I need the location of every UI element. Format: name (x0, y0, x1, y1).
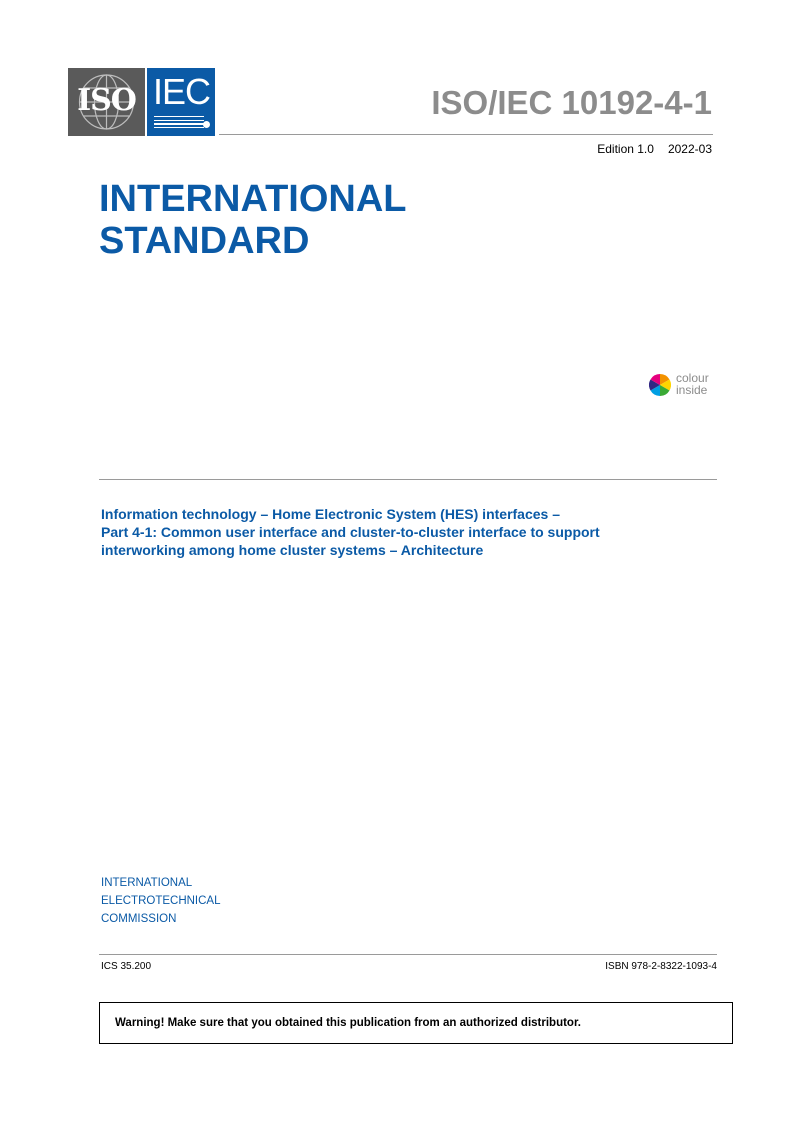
warning-box (99, 1002, 733, 1044)
document-title-line-1: Information technology – Home Electronic System (HES) interfaces – (101, 506, 560, 522)
iso-logo-text: ISO (77, 83, 136, 118)
iec-logo (147, 68, 215, 136)
publisher-name (101, 874, 221, 928)
document-number: ISO/IEC 10192-4-1 (431, 84, 712, 121)
iec-logo-dot (203, 121, 210, 128)
warning-text: Warning! Make sure that you obtained this publication from an authorized distributor. (115, 1017, 581, 1029)
title-divider (99, 479, 717, 480)
colour-inside-text (676, 372, 709, 396)
iec-logo-text: IEC (153, 71, 211, 112)
colour-wheel-icon (649, 374, 671, 396)
publisher-line-1: INTERNATIONAL (101, 877, 193, 889)
document-type (99, 178, 407, 262)
colour-inside-line-2: inside (676, 383, 708, 397)
document-title (101, 505, 721, 559)
edition-line (597, 142, 712, 156)
isbn-number: ISBN 978-2-8322-1093-4 (605, 961, 717, 972)
colour-inside-line-1: colour (676, 371, 709, 385)
iec-logo-lines (154, 116, 204, 130)
edition-date: 2022-03 (667, 142, 712, 156)
footer-divider (99, 954, 717, 955)
document-title-line-3: interworking among home cluster systems – Architecture (101, 542, 484, 558)
ics-code: ICS 35.200 (101, 961, 152, 972)
colour-inside-badge (649, 372, 719, 398)
publisher-line-2: ELECTROTECHNICAL (101, 895, 221, 907)
document-type-line-1: INTERNATIONAL (99, 178, 407, 220)
document-type-line-2: STANDARD (99, 220, 310, 262)
header-divider (219, 134, 713, 135)
edition-label: Edition 1.0 (597, 142, 654, 156)
iso-logo (68, 68, 145, 136)
document-title-line-2: Part 4-1: Common user interface and cluster-to-cluster interface to support (101, 524, 600, 540)
publisher-line-3: COMMISSION (101, 913, 177, 925)
